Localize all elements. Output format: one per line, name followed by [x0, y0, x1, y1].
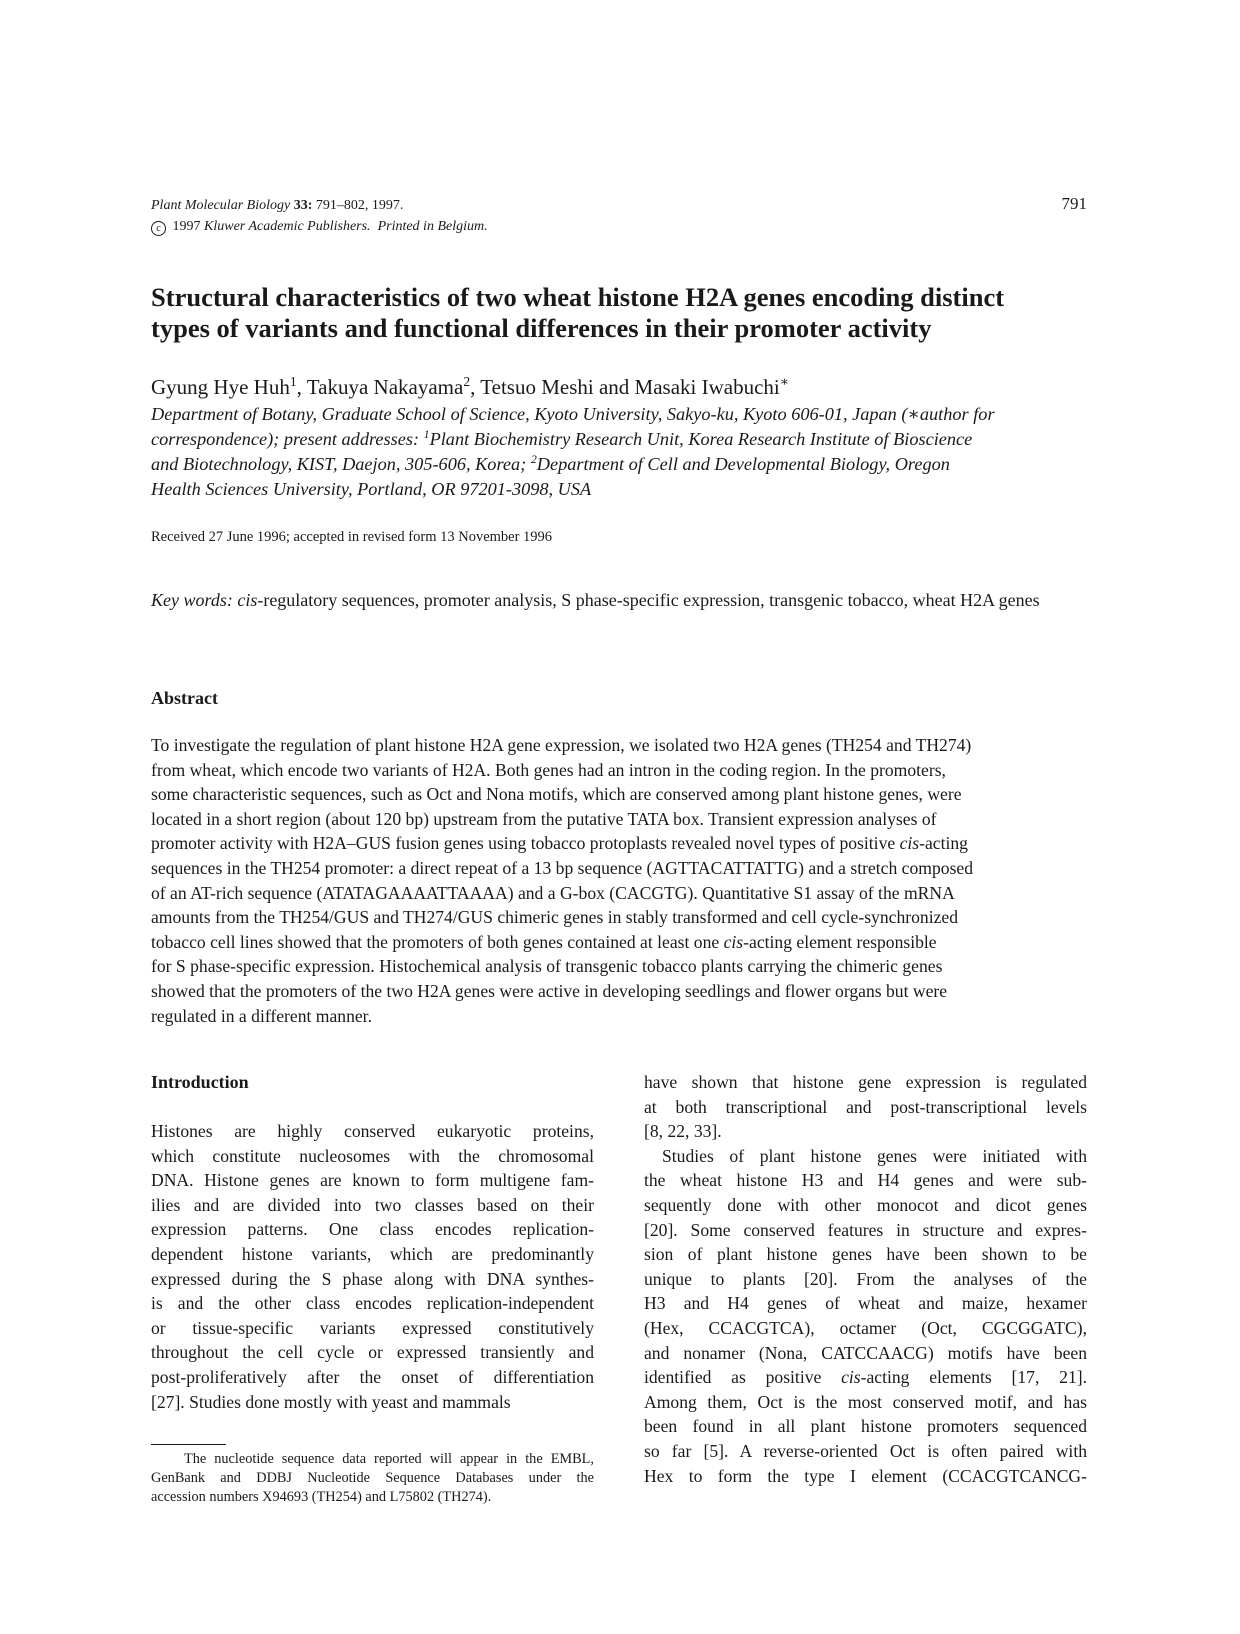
- keywords: [151, 588, 1087, 613]
- affiliation-line: Department of Botany, Graduate School of Science, Kyoto University, Sakyo-ku, Kyoto 606-01, Japan (∗author for: [151, 404, 995, 424]
- footnote: [151, 1450, 594, 1507]
- author-affiliation-mark: 1: [289, 374, 297, 389]
- intro-line: (Hex, CCACGTCA), octamer (Oct, CGCGGATC),: [644, 1317, 1087, 1338]
- footnote-line: The nucleotide sequence data reported will appear in the EMBL,: [184, 1451, 594, 1467]
- keywords-cis: cis: [237, 590, 258, 610]
- copyright-icon: c: [151, 221, 166, 236]
- abstract-line: sequences in the TH254 promoter: a direct repeat of a 13 bp sequence (AGTTACATTATTG) and a stretch composed: [151, 857, 974, 878]
- running-header: [151, 195, 1087, 237]
- printed-location: Printed in Belgium.: [377, 219, 488, 234]
- intro-line: or tissue-specific variants expressed constitutively: [151, 1317, 594, 1338]
- intro-line: ilies and are divided into two classes based on their: [151, 1194, 594, 1215]
- intro-line: sion of plant histone genes have been shown to be: [644, 1244, 1087, 1265]
- intro-line: H3 and H4 genes of wheat and maize, hexamer: [644, 1293, 1087, 1314]
- author-list: [151, 374, 1087, 400]
- intro-line: have shown that histone gene expression is regulated: [644, 1072, 1087, 1092]
- affiliation-line: [151, 427, 1087, 452]
- abstract-line: of an AT-rich sequence (ATATAGAAAATTAAAA) and a G-box (CACGTG). Quantitative S1 assay of the mRNA: [151, 882, 955, 903]
- intro-line: Studies of plant histone genes were initiated with: [662, 1145, 1087, 1166]
- intro-line: which constitute nucleosomes with the chromosomal: [151, 1145, 594, 1166]
- paper-title: [151, 282, 1087, 344]
- journal-pages-year: 791–802, 1997.: [315, 198, 404, 213]
- abstract-line: located in a short region (about 120 bp) upstream from the putative TATA box. Transient expression analyses of: [151, 808, 937, 829]
- affiliation-line: [151, 452, 1087, 477]
- abstract-line: regulated in a different manner.: [151, 1005, 372, 1026]
- abstract-line: showed that the promoters of the two H2A genes were active in developing seedlings and flower organs but were: [151, 980, 948, 1001]
- intro-line: DNA. Histone genes are known to form multigene fam-: [151, 1170, 594, 1191]
- affiliation-text: and Biotechnology, KIST, Daejon, 305-606, Korea;: [151, 454, 531, 474]
- intro-line: identified as positive cis-acting elements [17, 21].: [644, 1367, 1087, 1388]
- intro-line: throughout the cell cycle or expressed transiently and: [151, 1342, 594, 1363]
- abstract-line: from wheat, which encode two variants of H2A. Both genes had an intron in the coding region. In the promoters,: [151, 759, 946, 780]
- abstract-line: To investigate the regulation of plant histone H2A gene expression, we isolated two H2A genes (TH254 and TH274): [151, 735, 972, 755]
- journal-volume: 33:: [293, 198, 313, 213]
- intro-line: is and the other class encodes replication-independent: [151, 1293, 594, 1314]
- title-line: Structural characteristics of two wheat histone H2A genes encoding distinct: [151, 282, 1005, 312]
- affiliation-text: Plant Biochemistry Research Unit, Korea Research Institute of Bioscience: [429, 429, 973, 449]
- footnote-divider: [151, 1444, 226, 1445]
- intro-line: Histones are highly conserved eukaryotic proteins,: [151, 1121, 594, 1141]
- introduction-right-text: [644, 1070, 1087, 1488]
- affiliation-line: Health Sciences University, Portland, OR 97201-3098, USA: [151, 479, 592, 499]
- intro-line: been found in all plant histone promoters sequenced: [644, 1416, 1087, 1437]
- abstract-body: [151, 733, 1087, 1028]
- author-name: , Tetsuo Meshi and Masaki Iwabuchi: [470, 375, 780, 399]
- intro-line: at both transcriptional and post-transcriptional levels: [644, 1096, 1087, 1117]
- intro-line: dependent histone variants, which are predominantly: [151, 1243, 594, 1264]
- introduction-left-text: [151, 1119, 594, 1414]
- affiliation-mark: 2: [530, 451, 537, 466]
- intro-line: so far [5]. A reverse-oriented Oct is often paired with: [644, 1440, 1087, 1461]
- page-number: 791: [1061, 194, 1087, 213]
- title-line: types of variants and functional differences in their promoter activity: [151, 313, 932, 343]
- corresponding-author-mark: ∗: [779, 374, 790, 389]
- copyright-line: [151, 216, 1087, 237]
- intro-line: post-proliferatively after the onset of differentiation: [151, 1366, 594, 1387]
- keywords-label: Key words:: [151, 590, 233, 610]
- intro-line: and nonamer (Nona, CATCCAACG) motifs have been: [644, 1342, 1087, 1363]
- left-column: [151, 1070, 594, 1414]
- abstract-line: some characteristic sequences, such as Oct and Nona motifs, which are conserved among plant histone genes, were: [151, 784, 962, 805]
- affiliation-text: Department of Cell and Developmental Biology, Oregon: [536, 454, 950, 474]
- author-name: Gyung Hye Huh: [151, 375, 290, 399]
- publisher-name: Kluwer Academic Publishers.: [204, 219, 371, 234]
- keywords-text: -regulatory sequences, promoter analysis, S phase-specific expression, transgenic tobacco, wheat H2A genes: [257, 590, 1040, 610]
- intro-line: expressed during the S phase along with DNA synthes-: [151, 1268, 594, 1289]
- abstract-line: promoter activity with H2A–GUS fusion genes using tobacco protoplasts revealed novel types of positive cis-acting: [151, 833, 968, 854]
- intro-line: [20]. Some conserved features in structure and expres-: [644, 1219, 1087, 1240]
- affiliation-mark: 1: [423, 426, 430, 441]
- journal-citation: [151, 195, 1087, 216]
- intro-line: [27]. Studies done mostly with yeast and mammals: [151, 1391, 511, 1412]
- introduction-heading: Introduction: [151, 1072, 249, 1092]
- intro-line: expression patterns. One class encodes replication-: [151, 1219, 594, 1240]
- intro-line: Among them, Oct is the most conserved motif, and has: [644, 1391, 1087, 1412]
- received-dates: Received 27 June 1996; accepted in revised form 13 November 1996: [151, 529, 553, 545]
- abstract-line: for S phase-specific expression. Histochemical analysis of transgenic tobacco plants carrying the chimeric genes: [151, 956, 943, 977]
- affiliations: [151, 402, 1087, 502]
- intro-line: Hex to form the type I element (CCACGTCANCG-: [644, 1465, 1087, 1486]
- author-name: , Takuya Nakayama: [296, 375, 464, 399]
- affiliation-text: correspondence); present addresses:: [151, 429, 424, 449]
- intro-line: [8, 22, 33].: [644, 1121, 722, 1142]
- abstract-heading: Abstract: [151, 688, 218, 708]
- intro-line: the wheat histone H3 and H4 genes and were sub-: [644, 1170, 1087, 1191]
- journal-name: Plant Molecular Biology: [151, 198, 291, 213]
- footnote-line: GenBank and DDBJ Nucleotide Sequence Databases under the: [151, 1470, 594, 1486]
- abstract-line: tobacco cell lines showed that the promoters of both genes contained at least one cis-acting element responsible: [151, 931, 937, 952]
- right-column: [644, 1070, 1087, 1488]
- intro-line: sequently done with other monocot and dicot genes: [644, 1194, 1087, 1215]
- copyright-year: 1997: [172, 219, 201, 234]
- author-affiliation-mark: 2: [463, 374, 471, 389]
- footnote-line: accession numbers X94693 (TH254) and L75802 (TH274).: [151, 1489, 492, 1505]
- intro-line: unique to plants [20]. From the analyses of the: [644, 1268, 1087, 1289]
- abstract-line: amounts from the TH254/GUS and TH274/GUS chimeric genes in stably transformed and cell cycle-synchronized: [151, 907, 959, 928]
